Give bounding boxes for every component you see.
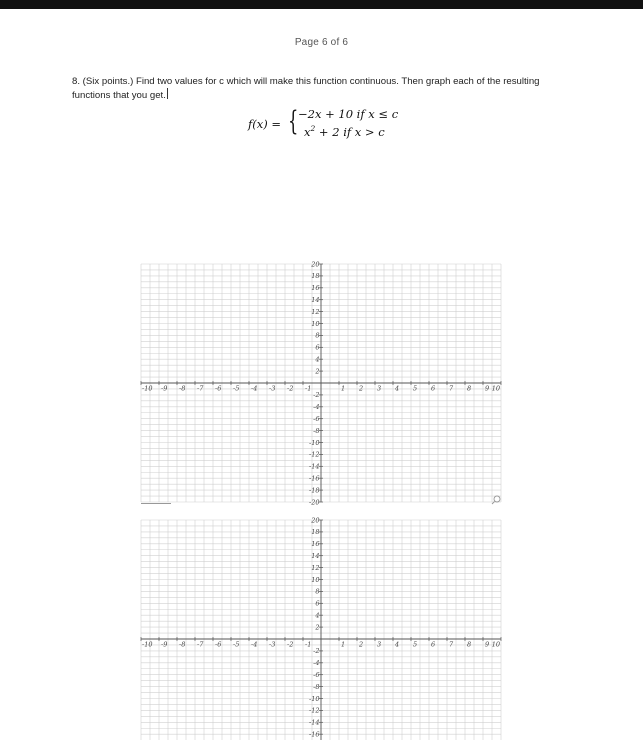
y-tick-label: -4 [313, 659, 320, 668]
x-tick-label: 6 [431, 384, 436, 393]
y-tick-label: -10 [309, 438, 320, 447]
x-tick-label: -5 [233, 640, 240, 649]
page-indicator: Page 6 of 6 [294, 37, 349, 48]
formula-brace: { [288, 106, 299, 137]
x-tick-label: 7 [449, 640, 454, 649]
x-tick-label: 4 [395, 640, 400, 649]
y-tick-label: 2 [315, 623, 320, 632]
x-tick-label: 2 [359, 640, 364, 649]
y-tick-label: -4 [313, 403, 320, 412]
y-tick-label: 12 [311, 563, 320, 572]
formula-case-1: −2x + 10 if x ≤ c [298, 107, 399, 121]
y-tick-label: 14 [311, 552, 320, 560]
x-tick-label: -4 [251, 640, 258, 649]
x-tick-label: -2 [287, 640, 294, 649]
y-tick-label: 18 [311, 528, 320, 537]
x-tick-label: 9 [485, 640, 490, 649]
x-tick-label: 5 [413, 384, 418, 393]
x-tick-label: -6 [215, 640, 222, 649]
x-tick-label: 1 [341, 640, 346, 649]
formula-lhs: f(x) = [248, 117, 282, 131]
x-tick-label: -9 [161, 640, 168, 649]
x-tick-label: -8 [179, 640, 186, 649]
x-tick-label: 5 [413, 640, 418, 649]
x-tick-label: -10 [142, 640, 153, 649]
y-tick-label: 12 [311, 307, 320, 316]
y-tick-label: -12 [309, 450, 320, 459]
x-tick-label: -7 [197, 640, 204, 649]
x-tick-label: 7 [449, 384, 454, 393]
y-tick-label: 20 [311, 260, 320, 269]
x-tick-label: 1 [341, 384, 346, 393]
y-tick-label: -20 [309, 498, 320, 507]
y-tick-label: 8 [315, 331, 320, 340]
x-tick-label: -1 [305, 384, 312, 393]
x-tick-label: -8 [179, 384, 186, 393]
y-tick-label: 10 [311, 575, 320, 584]
y-tick-label: -6 [313, 415, 320, 423]
y-tick-label: 2 [315, 367, 320, 376]
y-tick-label: -8 [313, 682, 320, 691]
y-tick-label: -16 [309, 730, 320, 739]
y-tick-label: -16 [309, 474, 320, 483]
x-tick-label: -9 [161, 384, 168, 393]
x-tick-label: 8 [467, 384, 472, 393]
x-tick-label: -1 [305, 640, 312, 649]
x-tick-label: 8 [467, 640, 472, 649]
y-tick-label: -14 [309, 462, 320, 471]
y-tick-label: 4 [315, 611, 320, 620]
y-tick-label: -18 [309, 486, 320, 495]
y-tick-label: -2 [313, 647, 320, 656]
x-tick-label: -3 [269, 640, 276, 649]
y-tick-label: 20 [311, 516, 320, 525]
y-tick-label: 16 [311, 284, 320, 293]
formula-case-2-exponent: 2 [310, 124, 316, 133]
x-tick-label: -2 [287, 384, 294, 393]
x-tick-label: 6 [431, 640, 436, 649]
y-tick-label: 6 [315, 343, 320, 352]
x-tick-label: -5 [233, 384, 240, 393]
x-tick-label: 10 [491, 384, 500, 393]
formula-case-2-rest: + 2 if x > c [315, 124, 385, 139]
x-tick-label: 4 [395, 384, 400, 393]
y-tick-label: -8 [313, 426, 320, 435]
x-tick-label: 3 [377, 384, 382, 393]
x-tick-label: 10 [491, 640, 500, 649]
x-tick-label: -4 [251, 384, 258, 393]
x-tick-label: -3 [269, 384, 276, 393]
y-tick-label: -14 [309, 718, 320, 727]
x-tick-label: 2 [359, 384, 364, 393]
y-tick-label: -2 [313, 391, 320, 400]
y-tick-label: 4 [315, 355, 320, 364]
y-tick-label: 18 [311, 272, 320, 281]
formula-case-2-base: x [304, 124, 311, 139]
y-tick-label: 14 [311, 296, 320, 304]
y-tick-label: 16 [311, 540, 320, 549]
y-tick-label: -12 [309, 706, 320, 715]
question-body: 8. (Six points.) Find two values for c which will make this function continuous. Then graph each of the resulting functions that you get. [72, 76, 540, 101]
x-tick-label: 3 [377, 640, 382, 649]
y-tick-label: 6 [315, 599, 320, 608]
y-tick-label: 8 [315, 587, 320, 596]
x-tick-label: -7 [197, 384, 204, 393]
x-tick-label: -10 [142, 384, 153, 393]
y-tick-label: -6 [313, 671, 320, 679]
y-tick-label: -10 [309, 694, 320, 703]
x-tick-label: -6 [215, 384, 222, 393]
y-tick-label: 10 [311, 319, 320, 328]
x-tick-label: 9 [485, 384, 490, 393]
